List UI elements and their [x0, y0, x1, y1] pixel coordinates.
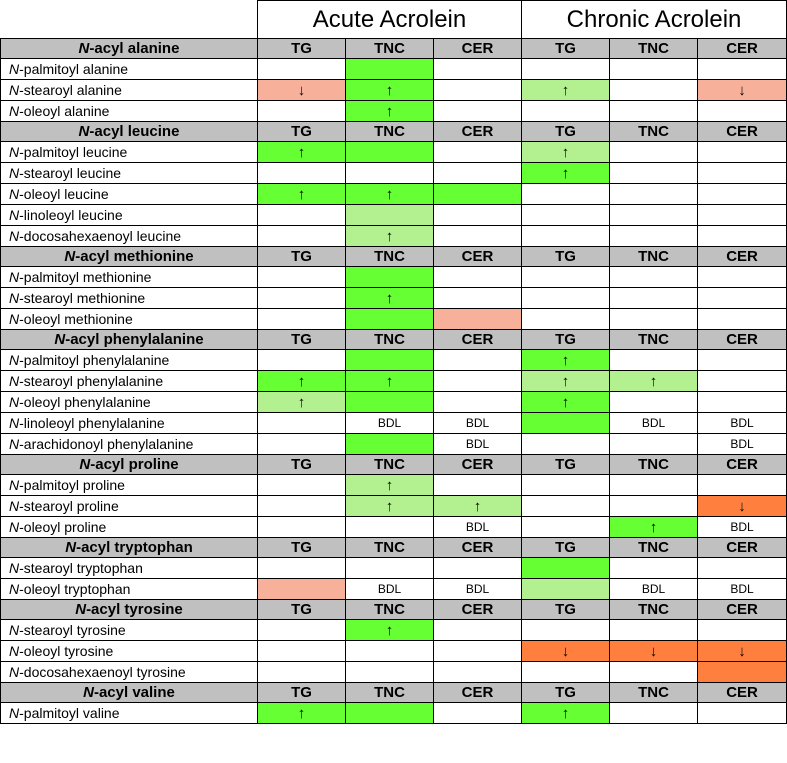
group-header-row: [1, 600, 787, 620]
group-title: N-acyl tyrosine: [1, 600, 258, 620]
table-row: [1, 350, 787, 371]
value-cell: [610, 350, 698, 371]
column-label-tnc: TNC: [610, 122, 698, 142]
table-row: [1, 392, 787, 413]
column-label-cer: CER: [698, 455, 787, 475]
column-label-tnc: TNC: [610, 247, 698, 267]
bdl-cell: BDL: [434, 579, 522, 600]
value-cell: [258, 413, 346, 434]
value-cell: [610, 620, 698, 641]
value-cell: [346, 517, 434, 538]
group-header-row: [1, 39, 787, 59]
value-cell: [434, 59, 522, 80]
corner-cell: [1, 1, 258, 39]
header-row: [1, 1, 787, 39]
table-row: [1, 475, 787, 496]
group-title: N-acyl valine: [1, 683, 258, 703]
value-cell: [522, 226, 610, 247]
up-arrow-cell: ↑: [522, 163, 610, 184]
value-cell: [698, 620, 787, 641]
down-arrow-cell: ↓: [610, 641, 698, 662]
column-label-cer: CER: [698, 122, 787, 142]
up-arrow-cell: ↑: [346, 371, 434, 392]
column-label-tnc: TNC: [610, 600, 698, 620]
compound-name: N-palmitoyl alanine: [1, 59, 258, 80]
value-cell: [522, 496, 610, 517]
value-cell: [610, 703, 698, 724]
table-row: [1, 558, 787, 579]
value-cell: [522, 413, 610, 434]
compound-name: N-palmitoyl phenylalanine: [1, 350, 258, 371]
group-title: N-acyl phenylalanine: [1, 330, 258, 350]
value-cell: [258, 662, 346, 683]
column-label-cer: CER: [698, 538, 787, 558]
compound-name: N-linoleoyl leucine: [1, 205, 258, 226]
value-cell: [434, 267, 522, 288]
value-cell: [346, 558, 434, 579]
value-cell: [434, 475, 522, 496]
table-row: [1, 226, 787, 247]
value-cell: [346, 350, 434, 371]
value-cell: [610, 80, 698, 101]
value-cell: [346, 703, 434, 724]
value-cell: [346, 142, 434, 163]
value-cell: [522, 288, 610, 309]
value-cell: [610, 662, 698, 683]
value-cell: [522, 620, 610, 641]
column-label-tnc: TNC: [610, 39, 698, 59]
value-cell: [258, 350, 346, 371]
value-cell: [346, 205, 434, 226]
up-arrow-cell: ↑: [346, 184, 434, 205]
compound-name: N-oleoyl leucine: [1, 184, 258, 205]
column-label-cer: CER: [698, 39, 787, 59]
up-arrow-cell: ↑: [522, 392, 610, 413]
value-cell: [522, 558, 610, 579]
value-cell: [610, 226, 698, 247]
column-label-tg: TG: [522, 39, 610, 59]
column-label-tnc: TNC: [346, 247, 434, 267]
up-arrow-cell: ↑: [522, 703, 610, 724]
value-cell: [522, 205, 610, 226]
table-row: [1, 267, 787, 288]
column-label-cer: CER: [434, 330, 522, 350]
up-arrow-cell: ↑: [346, 101, 434, 122]
column-label-tnc: TNC: [346, 330, 434, 350]
value-cell: [522, 59, 610, 80]
value-cell: [698, 350, 787, 371]
compound-name: N-palmitoyl valine: [1, 703, 258, 724]
column-label-tg: TG: [522, 600, 610, 620]
value-cell: [258, 475, 346, 496]
compound-name: N-oleoyl proline: [1, 517, 258, 538]
compound-name: N-stearoyl alanine: [1, 80, 258, 101]
column-label-tnc: TNC: [346, 600, 434, 620]
value-cell: [698, 267, 787, 288]
column-label-tnc: TNC: [346, 122, 434, 142]
value-cell: [434, 288, 522, 309]
value-cell: [610, 392, 698, 413]
column-label-tg: TG: [522, 683, 610, 703]
column-label-cer: CER: [434, 247, 522, 267]
value-cell: [610, 205, 698, 226]
up-arrow-cell: ↑: [258, 142, 346, 163]
down-arrow-cell: ↓: [258, 80, 346, 101]
column-label-tnc: TNC: [346, 538, 434, 558]
column-label-cer: CER: [698, 247, 787, 267]
value-cell: [434, 558, 522, 579]
value-cell: [610, 101, 698, 122]
up-arrow-cell: ↑: [258, 703, 346, 724]
column-label-tnc: TNC: [346, 39, 434, 59]
down-arrow-cell: ↓: [522, 641, 610, 662]
value-cell: [434, 350, 522, 371]
up-arrow-cell: ↑: [522, 350, 610, 371]
value-cell: [434, 163, 522, 184]
column-label-cer: CER: [434, 39, 522, 59]
compound-name: N-oleoyl phenylalanine: [1, 392, 258, 413]
value-cell: [258, 579, 346, 600]
value-cell: [346, 434, 434, 455]
table-row: [1, 662, 787, 683]
value-cell: [610, 184, 698, 205]
compound-name: N-oleoyl alanine: [1, 101, 258, 122]
group-header-row: [1, 247, 787, 267]
value-cell: [258, 226, 346, 247]
compound-name: N-stearoyl phenylalanine: [1, 371, 258, 392]
value-cell: [522, 475, 610, 496]
bdl-cell: BDL: [346, 413, 434, 434]
bdl-cell: BDL: [698, 517, 787, 538]
value-cell: [698, 392, 787, 413]
value-cell: [610, 267, 698, 288]
value-cell: [258, 496, 346, 517]
column-label-cer: CER: [434, 538, 522, 558]
up-arrow-cell: ↑: [258, 392, 346, 413]
value-cell: [434, 142, 522, 163]
column-label-tg: TG: [258, 683, 346, 703]
column-label-tg: TG: [258, 538, 346, 558]
column-label-tnc: TNC: [610, 683, 698, 703]
up-arrow-cell: ↑: [522, 142, 610, 163]
column-label-cer: CER: [698, 683, 787, 703]
value-cell: [698, 205, 787, 226]
down-arrow-cell: ↓: [698, 641, 787, 662]
value-cell: [258, 163, 346, 184]
up-arrow-cell: ↑: [522, 371, 610, 392]
value-cell: [434, 392, 522, 413]
value-cell: [434, 662, 522, 683]
value-cell: [258, 205, 346, 226]
table-row: [1, 517, 787, 538]
column-label-cer: CER: [434, 455, 522, 475]
value-cell: [258, 641, 346, 662]
value-cell: [610, 475, 698, 496]
down-arrow-cell: ↓: [698, 496, 787, 517]
group-header-row: [1, 683, 787, 703]
compound-name: N-palmitoyl methionine: [1, 267, 258, 288]
column-label-tg: TG: [522, 122, 610, 142]
column-label-tg: TG: [258, 600, 346, 620]
value-cell: [258, 288, 346, 309]
column-label-tnc: TNC: [610, 538, 698, 558]
group-title: N-acyl alanine: [1, 39, 258, 59]
value-cell: [258, 517, 346, 538]
table-row: [1, 641, 787, 662]
value-cell: [610, 163, 698, 184]
group-header-row: [1, 122, 787, 142]
column-label-tnc: TNC: [346, 455, 434, 475]
chronic-acrolein-header: Chronic Acrolein: [522, 1, 787, 39]
group-header-row: [1, 455, 787, 475]
column-label-tg: TG: [522, 330, 610, 350]
table-row: [1, 496, 787, 517]
up-arrow-cell: ↑: [258, 371, 346, 392]
column-label-cer: CER: [698, 330, 787, 350]
value-cell: [434, 205, 522, 226]
table-row: [1, 579, 787, 600]
table-row: [1, 59, 787, 80]
value-cell: [522, 434, 610, 455]
value-cell: [610, 558, 698, 579]
value-cell: [522, 579, 610, 600]
up-arrow-cell: ↑: [522, 80, 610, 101]
value-cell: [698, 475, 787, 496]
value-cell: [522, 101, 610, 122]
table-row: [1, 205, 787, 226]
compound-name: N-arachidonoyl phenylalanine: [1, 434, 258, 455]
compound-name: N-stearoyl tyrosine: [1, 620, 258, 641]
value-cell: [610, 288, 698, 309]
value-cell: [258, 309, 346, 330]
value-cell: [698, 309, 787, 330]
value-cell: [522, 517, 610, 538]
up-arrow-cell: ↑: [434, 496, 522, 517]
compound-name: N-stearoyl methionine: [1, 288, 258, 309]
bdl-cell: BDL: [434, 517, 522, 538]
group-title: N-acyl methionine: [1, 247, 258, 267]
table-row: [1, 413, 787, 434]
column-label-tg: TG: [258, 247, 346, 267]
column-label-tg: TG: [258, 39, 346, 59]
table-row: [1, 288, 787, 309]
table-row: [1, 80, 787, 101]
column-label-tnc: TNC: [610, 330, 698, 350]
value-cell: [434, 80, 522, 101]
value-cell: [434, 703, 522, 724]
value-cell: [434, 101, 522, 122]
value-cell: [346, 662, 434, 683]
column-label-tg: TG: [522, 455, 610, 475]
value-cell: [698, 226, 787, 247]
up-arrow-cell: ↑: [346, 475, 434, 496]
bdl-cell: BDL: [698, 434, 787, 455]
bdl-cell: BDL: [346, 579, 434, 600]
value-cell: [346, 641, 434, 662]
value-cell: [698, 163, 787, 184]
column-label-tg: TG: [522, 538, 610, 558]
compound-name: N-stearoyl leucine: [1, 163, 258, 184]
bdl-cell: BDL: [610, 579, 698, 600]
up-arrow-cell: ↑: [346, 80, 434, 101]
column-label-tg: TG: [522, 247, 610, 267]
value-cell: [698, 662, 787, 683]
table-row: [1, 309, 787, 330]
bdl-cell: BDL: [698, 579, 787, 600]
value-cell: [698, 371, 787, 392]
table-row: [1, 703, 787, 724]
value-cell: [610, 59, 698, 80]
group-header-row: [1, 538, 787, 558]
down-arrow-cell: ↓: [698, 80, 787, 101]
value-cell: [522, 662, 610, 683]
value-cell: [698, 558, 787, 579]
value-cell: [434, 184, 522, 205]
compound-name: N-docosahexaenoyl leucine: [1, 226, 258, 247]
value-cell: [258, 59, 346, 80]
column-label-tg: TG: [258, 455, 346, 475]
value-cell: [698, 142, 787, 163]
value-cell: [258, 101, 346, 122]
value-cell: [346, 309, 434, 330]
compound-name: N-docosahexaenoyl tyrosine: [1, 662, 258, 683]
value-cell: [610, 434, 698, 455]
acute-acrolein-header: Acute Acrolein: [258, 1, 522, 39]
group-header-row: [1, 330, 787, 350]
compound-name: N-oleoyl tryptophan: [1, 579, 258, 600]
table-row: [1, 163, 787, 184]
table-row: [1, 142, 787, 163]
value-cell: [346, 267, 434, 288]
value-cell: [610, 142, 698, 163]
value-cell: [434, 620, 522, 641]
compound-name: N-linoleoyl phenylalanine: [1, 413, 258, 434]
table-row: [1, 101, 787, 122]
value-cell: [698, 703, 787, 724]
column-label-tg: TG: [258, 330, 346, 350]
up-arrow-cell: ↑: [346, 496, 434, 517]
value-cell: [522, 184, 610, 205]
value-cell: [346, 59, 434, 80]
value-cell: [698, 184, 787, 205]
column-label-cer: CER: [434, 122, 522, 142]
value-cell: [522, 309, 610, 330]
compound-name: N-palmitoyl proline: [1, 475, 258, 496]
up-arrow-cell: ↑: [346, 226, 434, 247]
value-cell: [522, 267, 610, 288]
value-cell: [434, 641, 522, 662]
bdl-cell: BDL: [434, 434, 522, 455]
up-arrow-cell: ↑: [346, 620, 434, 641]
value-cell: [434, 371, 522, 392]
value-cell: [258, 620, 346, 641]
up-arrow-cell: ↑: [346, 288, 434, 309]
compound-name: N-stearoyl proline: [1, 496, 258, 517]
table-row: [1, 184, 787, 205]
column-label-cer: CER: [434, 600, 522, 620]
group-title: N-acyl leucine: [1, 122, 258, 142]
column-label-cer: CER: [698, 600, 787, 620]
up-arrow-cell: ↑: [258, 184, 346, 205]
bdl-cell: BDL: [434, 413, 522, 434]
compound-name: N-stearoyl tryptophan: [1, 558, 258, 579]
table-row: [1, 620, 787, 641]
bdl-cell: BDL: [610, 413, 698, 434]
value-cell: [346, 392, 434, 413]
value-cell: [610, 309, 698, 330]
table-row: [1, 371, 787, 392]
compound-name: N-oleoyl tyrosine: [1, 641, 258, 662]
value-cell: [258, 267, 346, 288]
up-arrow-cell: ↑: [610, 517, 698, 538]
table-body: [1, 39, 787, 724]
compound-name: N-oleoyl methionine: [1, 309, 258, 330]
column-label-tnc: TNC: [346, 683, 434, 703]
table-row: [1, 434, 787, 455]
value-cell: [434, 226, 522, 247]
value-cell: [698, 59, 787, 80]
value-cell: [258, 434, 346, 455]
compound-name: N-palmitoyl leucine: [1, 142, 258, 163]
group-title: N-acyl tryptophan: [1, 538, 258, 558]
group-title: N-acyl proline: [1, 455, 258, 475]
column-label-tnc: TNC: [610, 455, 698, 475]
value-cell: [258, 558, 346, 579]
value-cell: [434, 309, 522, 330]
value-cell: [610, 496, 698, 517]
column-label-cer: CER: [434, 683, 522, 703]
value-cell: [698, 101, 787, 122]
up-arrow-cell: ↑: [610, 371, 698, 392]
value-cell: [346, 163, 434, 184]
bdl-cell: BDL: [698, 413, 787, 434]
column-label-tg: TG: [258, 122, 346, 142]
value-cell: [698, 288, 787, 309]
